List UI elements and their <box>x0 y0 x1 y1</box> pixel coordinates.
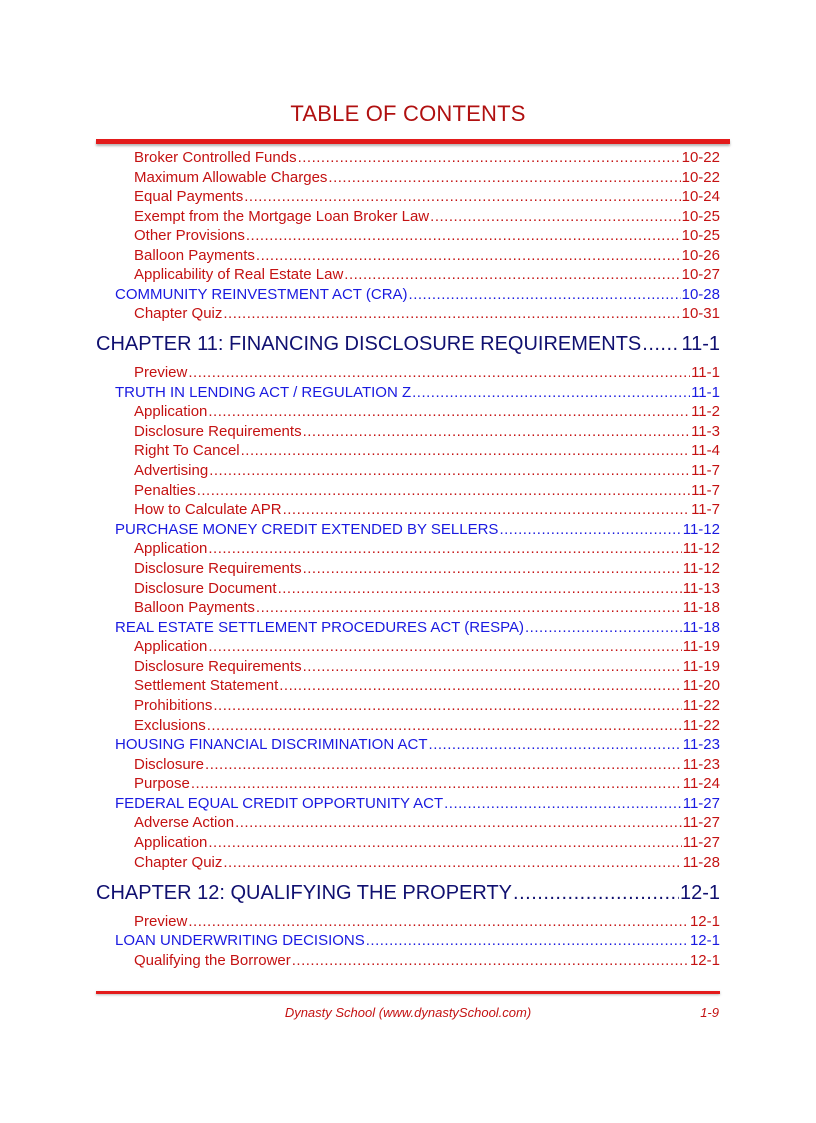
toc-entry-label: CHAPTER 11: FINANCING DISCLOSURE REQUIREMENTS <box>96 333 642 355</box>
toc-subsection-entry[interactable] <box>134 853 720 872</box>
toc-dot-leader <box>208 539 681 558</box>
toc-entry-page: 11-7 <box>691 501 720 518</box>
toc-entry-label: TRUTH IN LENDING ACT / REGULATION Z <box>115 384 412 401</box>
toc-entry-label: Qualifying the Borrower <box>134 952 291 969</box>
toc-entry-label: Exclusions <box>134 717 206 734</box>
toc-entry-label: Chapter Quiz <box>134 305 223 322</box>
toc-dot-leader <box>197 481 690 500</box>
footer-divider <box>96 991 720 994</box>
toc-entry-page: 11-7 <box>691 462 720 479</box>
toc-dot-leader <box>235 813 682 832</box>
toc-dot-leader <box>344 265 680 284</box>
toc-subsection-entry[interactable] <box>134 579 720 598</box>
toc-dot-leader <box>513 881 679 905</box>
toc-entry-page: 11-12 <box>682 540 720 557</box>
toc-dot-leader <box>223 304 680 323</box>
toc-entry-label: Balloon Payments <box>134 599 255 616</box>
toc-entry-label: COMMUNITY REINVESTMENT ACT (CRA) <box>115 286 408 303</box>
toc-subsection-entry[interactable] <box>134 598 720 617</box>
toc-entry-label: PURCHASE MONEY CREDIT EXTENDED BY SELLERS <box>115 521 499 538</box>
toc-dot-leader <box>256 246 681 265</box>
toc-entry-page: 11-12 <box>682 521 720 538</box>
toc-entry-label: Adverse Action <box>134 814 235 831</box>
toc-subsection-entry[interactable] <box>134 500 720 519</box>
toc-subsection-entry[interactable] <box>134 304 720 323</box>
toc-entry-page: 11-1 <box>681 333 720 355</box>
toc-entry-label: Exempt from the Mortgage Loan Broker Law <box>134 208 430 225</box>
toc-entry-label: Other Provisions <box>134 227 245 244</box>
toc-dot-leader <box>499 520 681 539</box>
toc-entry-page: 11-4 <box>691 442 720 459</box>
toc-entry-label: How to Calculate APR <box>134 501 282 518</box>
toc-dot-leader <box>223 853 681 872</box>
toc-entry-label: Purpose <box>134 775 190 792</box>
toc-entry-label: Application <box>134 834 208 851</box>
toc-dot-leader <box>209 461 690 480</box>
footer-source: Dynasty School (www.dynastySchool.com) <box>284 1005 532 1020</box>
toc-entry-label: Broker Controlled Funds <box>134 149 297 166</box>
toc-dot-leader <box>213 696 681 715</box>
toc-subsection-entry[interactable] <box>134 676 720 695</box>
toc-dot-leader <box>208 833 681 852</box>
toc-subsection-entry[interactable] <box>134 402 720 421</box>
toc-entry-page: 11-18 <box>682 619 720 636</box>
toc-entry-label: Settlement Statement <box>134 677 279 694</box>
toc-entry-label: FEDERAL EQUAL CREDIT OPPORTUNITY ACT <box>115 795 444 812</box>
toc-entry-page: 11-18 <box>682 599 720 616</box>
toc-dot-leader <box>188 912 689 931</box>
toc-entry-label: Applicability of Real Estate Law <box>134 266 344 283</box>
toc-subsection-entry[interactable] <box>134 265 720 284</box>
toc-subsection-entry[interactable] <box>134 168 720 187</box>
toc-section-entry[interactable] <box>115 794 720 813</box>
toc-entry-page: 11-27 <box>682 814 720 831</box>
toc-dot-leader <box>409 285 681 304</box>
toc-entry-page: 11-22 <box>682 717 720 734</box>
toc-entry-label: LOAN UNDERWRITING DECISIONS <box>115 932 365 949</box>
toc-dot-leader <box>205 755 682 774</box>
toc-subsection-entry[interactable] <box>134 774 720 793</box>
toc-subsection-entry[interactable] <box>134 539 720 558</box>
toc-entry-page: 11-12 <box>682 560 720 577</box>
header-divider <box>96 139 730 144</box>
toc-entry-label: HOUSING FINANCIAL DISCRIMINATION ACT <box>115 736 428 753</box>
toc-section-entry[interactable] <box>115 618 720 637</box>
toc-dot-leader <box>366 931 689 950</box>
toc-entry-label: Chapter Quiz <box>134 854 223 871</box>
toc-dot-leader <box>191 774 682 793</box>
toc-subsection-entry[interactable] <box>134 422 720 441</box>
toc-entry-label: Disclosure Requirements <box>134 658 302 675</box>
toc-dot-leader <box>298 148 681 167</box>
toc-entry-label: Disclosure Requirements <box>134 560 302 577</box>
toc-section-entry[interactable] <box>115 520 720 539</box>
toc-subsection-entry[interactable] <box>134 246 720 265</box>
toc-subsection-entry[interactable] <box>134 559 720 578</box>
toc-entry-label: REAL ESTATE SETTLEMENT PROCEDURES ACT (RESPA) <box>115 619 524 636</box>
toc-dot-leader <box>246 226 681 245</box>
toc-subsection-entry[interactable] <box>134 696 720 715</box>
toc-dot-leader <box>208 402 690 421</box>
toc-subsection-entry[interactable] <box>134 461 720 480</box>
toc-subsection-entry[interactable] <box>134 148 720 167</box>
toc-entry-page: 10-22 <box>681 169 720 186</box>
toc-entry-page: 10-28 <box>681 286 720 303</box>
toc-chapter-entry[interactable] <box>96 881 720 905</box>
toc-entry-page: 11-2 <box>691 403 720 420</box>
toc-section-entry[interactable] <box>115 285 720 304</box>
toc-dot-leader <box>303 422 691 441</box>
toc-subsection-entry[interactable] <box>134 833 720 852</box>
toc-entry-page: 11-7 <box>691 482 720 499</box>
toc-dot-leader <box>328 168 680 187</box>
toc-dot-leader <box>444 794 682 813</box>
toc-dot-leader <box>303 559 682 578</box>
toc-entry-page: 12-1 <box>679 882 720 904</box>
toc-dot-leader <box>278 579 682 598</box>
toc-entry-label: Equal Payments <box>134 188 244 205</box>
toc-subsection-entry[interactable] <box>134 363 720 382</box>
toc-entry-page: 11-24 <box>682 775 720 792</box>
toc-subsection-entry[interactable] <box>134 755 720 774</box>
toc-subsection-entry[interactable] <box>134 813 720 832</box>
toc-entry-label: Penalties <box>134 482 196 499</box>
toc-entry-page: 10-22 <box>681 149 720 166</box>
toc-entry-page: 10-24 <box>681 188 720 205</box>
toc-entry-page: 10-25 <box>681 208 720 225</box>
toc-dot-leader <box>429 735 682 754</box>
toc-dot-leader <box>525 618 682 637</box>
toc-section-entry[interactable] <box>115 735 720 754</box>
toc-entry-page: 11-1 <box>691 364 720 381</box>
page-title: TABLE OF CONTENTS <box>290 101 526 126</box>
toc-subsection-entry[interactable] <box>134 657 720 676</box>
toc-subsection-entry[interactable] <box>134 637 720 656</box>
toc-entry-page: 11-1 <box>691 384 720 401</box>
toc-entry-page: 11-27 <box>682 795 720 812</box>
toc-entry-label: Disclosure <box>134 756 205 773</box>
toc-entry-page: 10-25 <box>681 227 720 244</box>
toc-entry-page: 11-20 <box>682 677 720 694</box>
toc-entry-page: 11-19 <box>682 638 720 655</box>
footer-page-number: 1-9 <box>700 1005 719 1020</box>
toc-entry-label: Disclosure Document <box>134 580 277 597</box>
toc-subsection-entry[interactable] <box>134 716 720 735</box>
toc-section-entry[interactable] <box>115 383 720 402</box>
toc-entry-label: Disclosure Requirements <box>134 423 302 440</box>
toc-entry-label: Right To Cancel <box>134 442 240 459</box>
toc-entry-page: 10-27 <box>681 266 720 283</box>
toc-entry-label: Preview <box>134 364 188 381</box>
toc-entry-page: 11-3 <box>691 423 720 440</box>
toc-dot-leader <box>292 951 689 970</box>
toc-dot-leader <box>208 637 681 656</box>
toc-entry-page: 10-31 <box>681 305 720 322</box>
toc-dot-leader <box>283 500 691 519</box>
toc-dot-leader <box>430 207 680 226</box>
toc-entry-label: Application <box>134 638 208 655</box>
toc-subsection-entry[interactable] <box>134 951 720 970</box>
toc-dot-leader <box>279 676 681 695</box>
toc-chapter-entry[interactable] <box>96 332 720 356</box>
toc-dot-leader <box>244 187 680 206</box>
toc-entry-label: Advertising <box>134 462 209 479</box>
toc-dot-leader <box>642 332 680 356</box>
toc-entry-page: 12-1 <box>689 952 720 969</box>
toc-section-entry[interactable] <box>115 931 720 950</box>
toc-subsection-entry[interactable] <box>134 481 720 500</box>
toc-subsection-entry[interactable] <box>134 912 720 931</box>
toc-entry-page: 12-1 <box>689 932 720 949</box>
toc-entry-page: 11-28 <box>682 854 720 871</box>
toc-entry-page: 11-27 <box>682 834 720 851</box>
toc-entry-page: 11-23 <box>682 756 720 773</box>
toc-dot-leader <box>412 383 690 402</box>
toc-subsection-entry[interactable] <box>134 187 720 206</box>
toc-entry-label: Balloon Payments <box>134 247 255 264</box>
toc-entry-label: Maximum Allowable Charges <box>134 169 328 186</box>
toc-dot-leader <box>303 657 682 676</box>
toc-dot-leader <box>188 363 690 382</box>
toc-subsection-entry[interactable] <box>134 207 720 226</box>
toc-entry-page: 11-22 <box>682 697 720 714</box>
toc-entry-page: 10-26 <box>681 247 720 264</box>
toc-subsection-entry[interactable] <box>134 441 720 460</box>
toc-dot-leader <box>256 598 682 617</box>
toc-entry-label: Prohibitions <box>134 697 213 714</box>
toc-entry-label: Application <box>134 540 208 557</box>
toc-entry-page: 11-23 <box>682 736 720 753</box>
toc-subsection-entry[interactable] <box>134 226 720 245</box>
toc-entry-label: Preview <box>134 913 188 930</box>
toc-entry-label: Application <box>134 403 208 420</box>
toc-entry-page: 11-13 <box>682 580 720 597</box>
toc-entry-page: 12-1 <box>689 913 720 930</box>
toc-entry-page: 11-19 <box>682 658 720 675</box>
toc-entry-label: CHAPTER 12: QUALIFYING THE PROPERTY <box>96 882 513 904</box>
toc-dot-leader <box>207 716 682 735</box>
toc-dot-leader <box>241 441 690 460</box>
